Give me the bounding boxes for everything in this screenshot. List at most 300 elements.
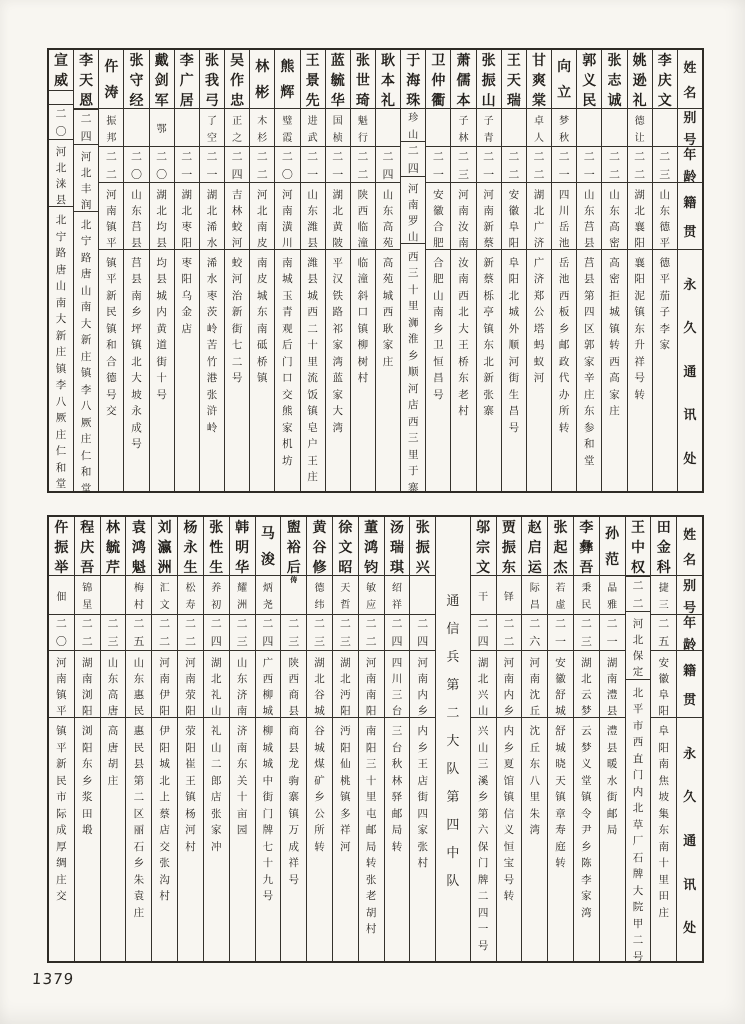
glyph: 一 (555, 635, 567, 649)
age-cell (522, 615, 547, 651)
glyph: 二 (432, 149, 444, 163)
person-column (496, 517, 522, 961)
glyph: 邮 (606, 807, 618, 820)
vertical-text (54, 50, 68, 90)
glyph: 饭 (307, 388, 318, 401)
native-place-cell (351, 183, 375, 250)
vertical-text (307, 147, 318, 181)
glyph: 阳 (181, 236, 193, 249)
glyph: 一 (583, 167, 595, 181)
native-place-cell (385, 651, 410, 718)
glyph: 夏 (503, 758, 515, 771)
vertical-text (406, 50, 420, 108)
glyph: 东 (458, 372, 469, 385)
glyph: 生 (209, 560, 224, 576)
glyph: 城 (262, 741, 274, 754)
glyph: 田 (656, 520, 671, 536)
glyph: 城 (262, 704, 274, 717)
glyph: 转 (609, 339, 620, 352)
glyph: 柳 (262, 725, 274, 738)
glyph: 顺 (407, 366, 419, 379)
glyph: 仲 (431, 73, 446, 89)
glyph: 成 (288, 840, 299, 853)
glyph: 黄 (156, 322, 167, 335)
native-place-cell (600, 651, 625, 718)
vertical-text (364, 517, 378, 575)
glyph: 东 (584, 405, 595, 418)
glyph: 唐 (107, 741, 119, 754)
vertical-text (459, 109, 469, 147)
glyph: 矿 (314, 774, 325, 787)
glyph: 天 (79, 73, 94, 89)
glyph: 镇 (106, 322, 117, 335)
glyph: 南 (159, 672, 170, 685)
vertical-text (529, 615, 540, 650)
native-place-cell (200, 183, 224, 250)
glyph: 讯 (683, 408, 697, 424)
glyph: 西 (288, 672, 299, 685)
glyph: 家 (332, 388, 343, 401)
glyph: 馆 (503, 774, 515, 787)
glyph: 河 (282, 188, 293, 201)
glyph: 天 (506, 73, 521, 89)
person-column (450, 50, 475, 491)
glyph: 汉 (332, 273, 343, 286)
glyph: 交 (106, 405, 117, 418)
glyph: 岳 (558, 220, 570, 233)
glyph: 阳 (81, 704, 93, 717)
vertical-text (129, 50, 143, 108)
glyph: 村 (458, 405, 469, 418)
glyph: 岭 (206, 421, 218, 434)
glyph: 阳 (634, 236, 645, 249)
glyph: 二 (446, 705, 460, 721)
glyph: 厂 (632, 835, 644, 848)
glyph: 庄 (55, 346, 67, 358)
glyph: 国 (332, 115, 343, 127)
glyph: 一 (558, 167, 570, 181)
vertical-text (659, 147, 670, 181)
glyph: 祥 (288, 857, 299, 870)
glyph: 北 (632, 634, 644, 647)
glyph: 二 (659, 149, 671, 163)
alias-cell (426, 109, 450, 148)
glyph: 城 (307, 289, 318, 302)
vertical-text (559, 109, 569, 147)
address-cell (410, 718, 435, 961)
glyph: 河 (458, 188, 469, 201)
native-place-cell (175, 183, 199, 250)
glyph: 县 (307, 273, 318, 286)
glyph: 宁 (55, 230, 67, 243)
alias-cell (477, 109, 501, 148)
glyph: 佃 (56, 591, 67, 603)
glyph: 新 (106, 289, 117, 302)
vertical-text (446, 517, 459, 961)
alias-cell (410, 576, 435, 615)
glyph: 王 (185, 774, 196, 787)
vertical-text (286, 517, 301, 584)
glyph: 城 (156, 289, 167, 302)
glyph: 城 (609, 306, 620, 319)
glyph: 湖 (181, 188, 193, 201)
glyph: 张 (355, 53, 370, 69)
glyph: 汤 (389, 520, 404, 536)
glyph: 昌 (508, 405, 520, 418)
glyph: 北 (632, 802, 644, 815)
glyph: 陈 (581, 857, 592, 870)
glyph: 芹 (106, 560, 121, 576)
glyph: 吾 (80, 560, 95, 576)
vertical-text (633, 680, 644, 964)
glyph: 二 (503, 635, 515, 649)
vertical-text (579, 517, 593, 575)
vertical-text (433, 147, 444, 181)
glyph: 冲 (211, 840, 222, 853)
glyph: 昌 (433, 372, 444, 385)
header-native-place-cell (678, 183, 702, 250)
glyph: 顺 (508, 339, 520, 352)
glyph: 籍 (683, 195, 697, 211)
glyph: 蔡 (483, 273, 494, 286)
glyph: 民 (133, 704, 145, 717)
glyph: 二 (105, 149, 117, 163)
glyph: 北 (55, 161, 67, 174)
person-column (98, 50, 123, 491)
glyph: 汝 (458, 256, 469, 269)
glyph: 里 (658, 873, 670, 886)
glyph: 镇 (106, 256, 117, 269)
native-place-cell (651, 651, 676, 718)
vertical-text (509, 250, 520, 491)
glyph: 大 (632, 884, 644, 897)
vertical-text (133, 615, 144, 650)
alias-cell (333, 576, 358, 615)
glyph: 均 (156, 256, 167, 269)
glyph: 山 (131, 188, 142, 201)
glyph: 蚂 (533, 339, 545, 352)
glyph: 北 (332, 204, 343, 217)
vertical-text (237, 651, 248, 717)
glyph: 和 (106, 339, 117, 352)
glyph: 浉 (407, 316, 419, 329)
glyph: 淮 (407, 333, 419, 346)
vertical-text (609, 250, 620, 491)
glyph: 县 (55, 193, 67, 206)
glyph: 庄 (584, 388, 595, 401)
native-place-cell (333, 651, 358, 718)
glyph: 东 (529, 758, 540, 771)
glyph: 让 (634, 132, 645, 144)
glyph: 第 (446, 789, 460, 805)
glyph: 南 (658, 840, 670, 853)
glyph: 三 (659, 167, 671, 181)
glyph: 苦 (206, 339, 218, 352)
glyph: 民 (56, 774, 67, 787)
glyph: 阳 (365, 704, 377, 717)
name-cell (126, 517, 151, 576)
glyph: 街 (262, 791, 274, 804)
glyph: 彬 (255, 84, 270, 101)
vertical-text (230, 50, 244, 108)
glyph: 湖 (332, 188, 343, 201)
vertical-text (657, 517, 671, 575)
age-cell (497, 615, 522, 651)
glyph: 沈 (529, 725, 540, 738)
glyph: 号 (106, 388, 117, 401)
glyph: 丘 (529, 704, 540, 717)
address-cell (49, 718, 74, 961)
glyph: 阳 (159, 741, 170, 754)
glyph: 汝 (458, 220, 469, 233)
age-cell (75, 615, 100, 651)
roster-table-bottom (47, 515, 704, 963)
glyph: 永 (131, 405, 142, 418)
vertical-text (581, 718, 592, 961)
glyph: 内 (503, 688, 515, 701)
glyph: 岳 (558, 256, 570, 269)
glyph: 四 (210, 635, 222, 649)
glyph: 韩 (235, 520, 250, 536)
age-cell (281, 615, 306, 651)
native-place-cell (178, 651, 203, 718)
glyph: 吴 (230, 53, 245, 69)
age-cell (225, 147, 249, 182)
glyph: 大 (80, 317, 92, 330)
glyph: 镇 (56, 688, 67, 701)
glyph: 三 (477, 758, 489, 771)
person-column (274, 50, 299, 491)
address-cell (126, 718, 151, 961)
vertical-text (483, 183, 494, 249)
alias-cell (401, 109, 425, 142)
vertical-text (683, 651, 696, 717)
glyph: 绸 (56, 857, 67, 870)
glyph: 邦 (106, 132, 117, 144)
glyph: 蓝 (330, 53, 345, 69)
glyph: 盥 (286, 520, 301, 536)
glyph: 院 (632, 901, 644, 914)
glyph: 中 (262, 774, 274, 787)
glyph: 坊 (282, 454, 293, 467)
address-cell (626, 680, 651, 964)
glyph: 十 (307, 339, 318, 352)
glyph: 南 (458, 273, 469, 286)
glyph: 城 (555, 704, 566, 717)
glyph: 大 (458, 322, 469, 335)
vertical-text (482, 50, 496, 108)
glyph: 琦 (355, 93, 370, 109)
glyph: 外 (508, 322, 520, 335)
address-cell (502, 250, 526, 491)
glyph: 转 (365, 857, 377, 870)
glyph: 广 (262, 656, 274, 669)
vertical-text (607, 615, 618, 650)
glyph: 流 (307, 372, 318, 385)
glyph: 龄 (683, 170, 697, 186)
glyph: 升 (634, 339, 645, 352)
glyph: 转 (391, 840, 403, 853)
glyph: 明 (235, 540, 250, 556)
glyph: 湾 (581, 906, 592, 919)
glyph: 礼 (632, 93, 647, 109)
glyph: 本 (381, 73, 396, 89)
glyph: 贯 (683, 224, 697, 240)
native-place-cell (477, 183, 501, 250)
glyph: 庄 (609, 405, 620, 418)
vertical-text (581, 615, 592, 650)
glyph: 镇 (609, 322, 620, 335)
address-cell (522, 718, 547, 961)
age-cell (301, 147, 325, 182)
glyph: 胡 (107, 758, 119, 771)
glyph: 山 (609, 188, 620, 201)
alias-cell (471, 576, 496, 615)
glyph: 礼 (211, 725, 222, 738)
glyph: 南 (257, 220, 268, 233)
age-cell (426, 147, 450, 182)
glyph: 云 (581, 725, 592, 738)
glyph: 九 (262, 873, 274, 886)
glyph: 高 (609, 256, 620, 269)
glyph: 南 (106, 204, 117, 217)
glyph: 四 (80, 129, 92, 143)
person-column (229, 517, 255, 961)
name-cell (281, 517, 306, 584)
glyph: 阳 (340, 741, 351, 754)
glyph: 瀛 (157, 540, 172, 556)
glyph: 济 (533, 236, 545, 249)
glyph: 汇 (159, 583, 170, 595)
glyph: 浠 (206, 220, 218, 233)
glyph: 邬 (476, 520, 491, 536)
glyph: 潢 (282, 220, 293, 233)
vertical-text (340, 718, 351, 961)
native-place-cell (471, 651, 496, 718)
glyph: 熊 (282, 405, 293, 418)
glyph: 池 (558, 236, 570, 249)
vertical-text (132, 517, 146, 575)
glyph: 屯 (365, 807, 377, 820)
vertical-text (357, 147, 368, 181)
glyph: 板 (558, 306, 570, 319)
vertical-text (56, 207, 67, 491)
glyph: 政 (558, 355, 570, 368)
glyph: 张 (206, 388, 218, 401)
glyph: 三 (391, 725, 403, 738)
glyph: 舒 (555, 688, 566, 701)
glyph: 镇 (56, 725, 67, 738)
glyph: 济 (533, 273, 545, 286)
glyph: 二 (55, 106, 67, 120)
glyph: 起 (553, 540, 568, 556)
glyph: 东 (236, 672, 248, 685)
vertical-text (392, 718, 403, 961)
glyph: 泥 (634, 289, 645, 302)
glyph: 四 (231, 167, 243, 181)
vertical-text (134, 651, 145, 717)
glyph: 北 (211, 672, 222, 685)
vertical-text (683, 517, 696, 575)
glyph: 姚 (632, 53, 647, 69)
annotation-glyph: 俦 (290, 576, 298, 584)
glyph: 台 (391, 704, 403, 717)
glyph: 尧 (262, 600, 273, 612)
glyph: 惠 (133, 725, 145, 738)
glyph: 子 (659, 306, 671, 319)
glyph: 王 (307, 454, 318, 467)
glyph: 北 (477, 672, 489, 685)
address-cell (451, 250, 475, 491)
glyph: 捷 (658, 583, 669, 595)
glyph: 北 (80, 166, 92, 179)
native-place-cell (230, 651, 255, 718)
glyph: 二 (55, 617, 67, 631)
vertical-text (280, 50, 294, 108)
glyph: 所 (314, 824, 325, 837)
glyph: 里 (529, 791, 540, 804)
glyph: 河 (508, 355, 520, 368)
glyph: 二 (529, 617, 541, 631)
vertical-text (257, 183, 268, 249)
glyph: 山 (382, 188, 394, 201)
vertical-text (504, 718, 515, 961)
glyph: 大 (446, 733, 460, 749)
glyph: 河 (503, 656, 515, 669)
glyph: 久 (683, 321, 697, 337)
glyph: 十 (236, 791, 248, 804)
glyph: 南 (55, 296, 67, 309)
name-cell (602, 50, 626, 109)
glyph: 庄 (80, 433, 92, 446)
glyph: 了 (206, 115, 217, 127)
glyph: 恒 (433, 355, 444, 368)
native-place-cell (574, 651, 599, 718)
vertical-text (56, 140, 67, 206)
glyph: 二 (206, 149, 218, 163)
glyph: 振 (501, 540, 516, 556)
glyph: 胡 (365, 906, 377, 919)
glyph: 熊 (280, 58, 295, 75)
glyph: 田 (81, 807, 93, 820)
name-cell (75, 517, 100, 576)
vertical-text (332, 183, 343, 249)
vertical-text (633, 50, 647, 108)
glyph: 李 (657, 53, 672, 69)
vertical-text (183, 517, 197, 575)
glyph: 号 (288, 873, 299, 886)
glyph: 二 (608, 167, 620, 181)
native-place-cell (49, 140, 73, 207)
age-cell (178, 615, 203, 651)
glyph: 内 (503, 725, 515, 738)
age-cell (410, 615, 435, 651)
vertical-text (81, 212, 92, 496)
name-cell (101, 517, 126, 576)
vertical-text (356, 50, 370, 108)
glyph: 河 (417, 656, 429, 669)
glyph: 黄 (332, 220, 343, 233)
name-cell (653, 50, 677, 109)
glyph: 园 (236, 824, 248, 837)
glyph: 店 (417, 774, 429, 787)
glyph: 号 (433, 388, 444, 401)
header-native-place-cell (677, 651, 702, 718)
glyph: 保 (477, 840, 489, 853)
vertical-text (182, 250, 193, 491)
vertical-text (232, 109, 242, 147)
glyph: 阜 (658, 688, 670, 701)
